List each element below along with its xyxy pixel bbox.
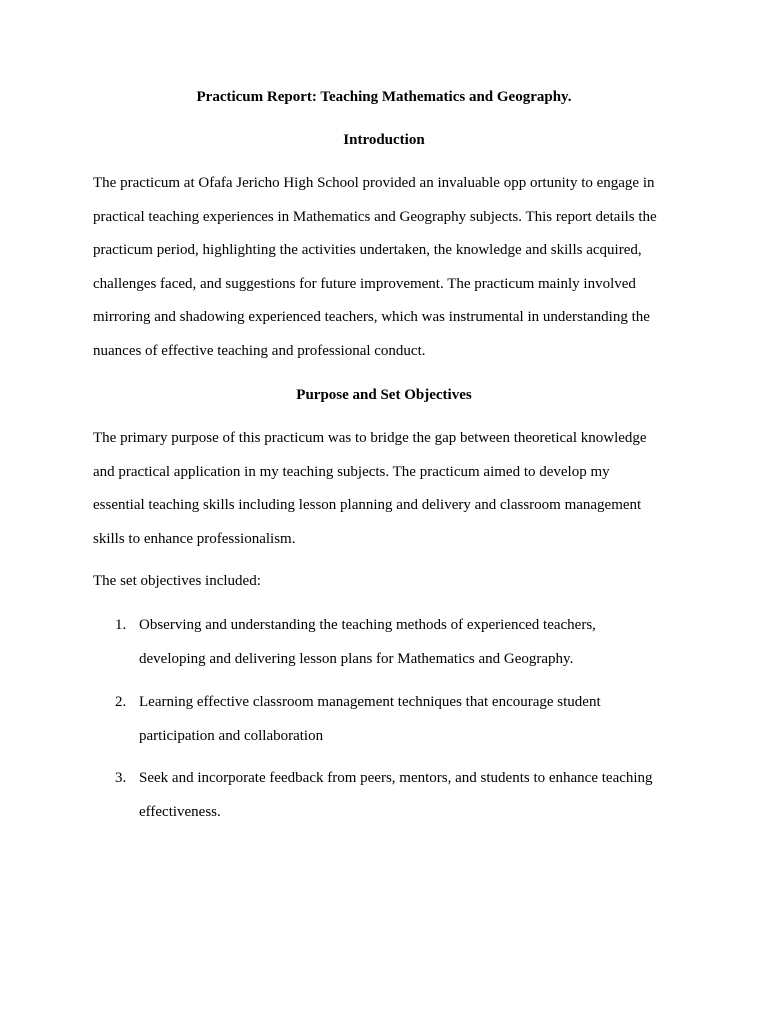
list-item-number: 3. xyxy=(115,770,127,786)
document-title: Practicum Report: Teaching Mathematics and Geography. xyxy=(196,89,572,105)
paragraph-line: skills to enhance professionalism. xyxy=(93,530,296,547)
list-item-line: developing and delivering lesson plans for Mathematics and Geography. xyxy=(139,650,574,667)
paragraph-line: The set objectives included: xyxy=(93,573,261,589)
paragraph-line: practical teaching experiences in Mathematics and Geography subjects. This report details the xyxy=(93,208,657,225)
paragraph-line: mirroring and shadowing experienced teachers, which was instrumental in understanding the xyxy=(93,309,650,325)
list-item-line: Learning effective classroom management techniques that encourage student xyxy=(139,694,601,710)
list-item-line: Observing and understanding the teaching methods of experienced teachers, xyxy=(139,617,596,633)
objectives-intro xyxy=(93,571,683,605)
paragraph-line: practicum period, highlighting the activities undertaken, the knowledge and skills acquired, xyxy=(93,242,642,258)
list-item-number: 2. xyxy=(115,694,127,710)
paragraph-line: challenges faced, and suggestions for future improvement. The practicum mainly involved xyxy=(93,275,636,292)
paragraph-line: and practical application in my teaching subjects. The practicum aimed to develop my xyxy=(93,463,610,480)
list-item-line: Seek and incorporate feedback from peers, mentors, and students to enhance teaching xyxy=(139,770,653,786)
list-item-text xyxy=(139,615,684,682)
paragraph-line: nuances of effective teaching and professional conduct. xyxy=(93,342,426,359)
list-item-text xyxy=(139,692,684,759)
list-item-line: participation and collaboration xyxy=(139,727,324,744)
list-item-text xyxy=(139,768,684,835)
paragraph-line: The primary purpose of this practicum was to bridge the gap between theoretical knowledge xyxy=(93,430,647,446)
purpose-paragraph xyxy=(93,428,683,562)
paragraph-line: The practicum at Ofafa Jericho High School provided an invaluable opp ortunity to engage in xyxy=(93,175,655,191)
introduction-paragraph xyxy=(93,173,683,374)
section-heading-purpose: Purpose and Set Objectives xyxy=(296,387,472,403)
section-heading-introduction: Introduction xyxy=(343,132,425,148)
paragraph-line: essential teaching skills including lesson planning and delivery and classroom management xyxy=(93,497,642,513)
list-item-number: 1. xyxy=(115,617,127,633)
list-item-line: effectiveness. xyxy=(139,803,221,820)
